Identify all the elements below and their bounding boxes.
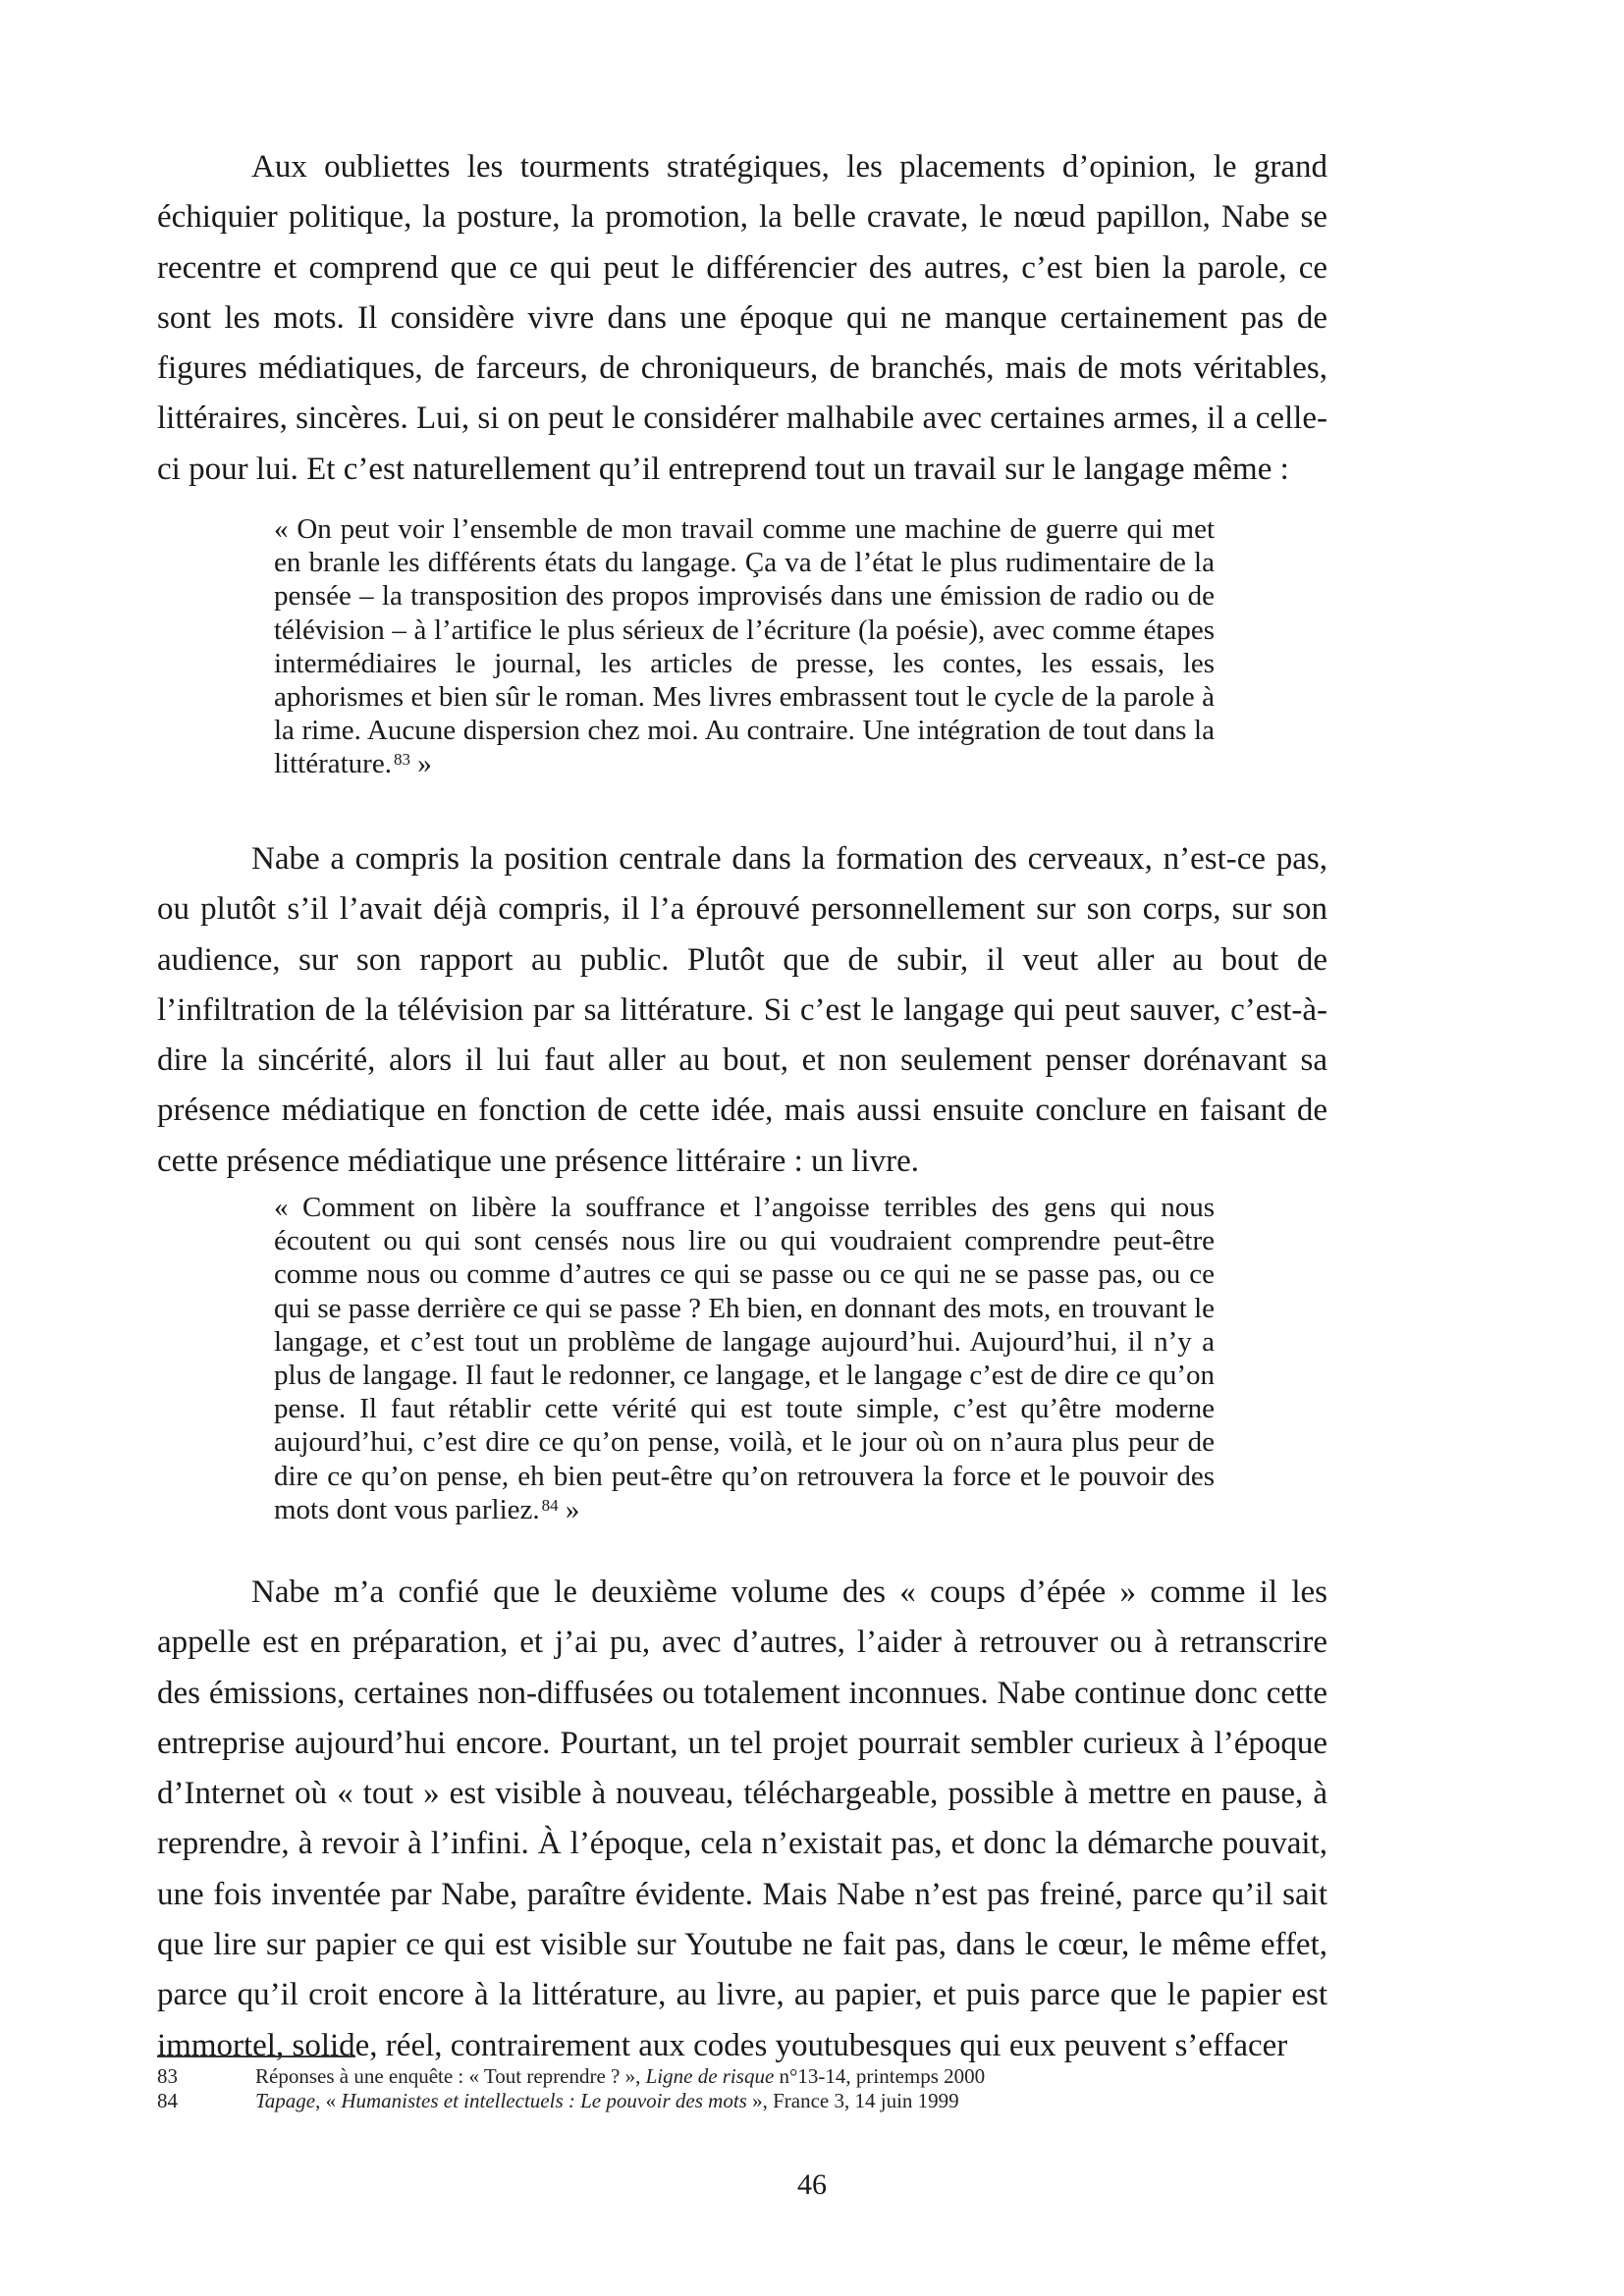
footnote-number: 83	[157, 2064, 178, 2088]
footnote-number: 84	[157, 2089, 178, 2112]
footnote-ref-84[interactable]: 84	[541, 1495, 559, 1515]
footnote-text-suffix: n°13-14, printemps 2000	[774, 2064, 986, 2088]
body-paragraph-2: Nabe a compris la position centrale dans la formation des cerveaux, n’est-ce pas, ou plutôt s’il l’avait déjà compris, il l’a éprouvé personnellement sur son corps, sur son audience, sur son rapport au public. Plutôt que de subir, il veut aller au bout de l’infiltration de la télévision par sa littérature. Si c’est le langage qui peut sauver, c’est-à-dire la sincérité, alors il lui faut aller au bout, et non seulement penser dorénavant sa présence médiatique en fonction de cette idée, mais aussi ensuite conclure en faisant de cette présence médiatique une présence littéraire : un livre.	[157, 841, 1327, 1179]
footnote-italic-show: Tapage	[255, 2089, 316, 2112]
footnote-italic-title: Ligne de risque	[645, 2064, 775, 2088]
footnote-text-suffix: », France 3, 14 juin 1999	[746, 2089, 959, 2112]
footnote-separator	[157, 2056, 355, 2057]
block-quote-1-closing: »	[409, 748, 432, 780]
footnote-italic-title: Humanistes et intellectuels : Le pouvoir des mots	[341, 2089, 747, 2112]
page-number: 46	[797, 2168, 827, 2201]
footnote-ref-83[interactable]: 83	[393, 750, 410, 770]
block-quote-2-closing: »	[558, 1493, 580, 1525]
block-quote-1-text: « On peut voir l’ensemble de mon travail comme une machine de guerre qui met en branle les différents états du langage. Ça va de l’état le plus rudimentaire de la pensée – la transposition des propos improvisés dans une émission de radio ou de télévision – à l’artifice le plus sérieux de l’écriture (la poésie), avec comme étapes intermédiaires le journal, les articles de presse, les contes, les essais, les aphorismes et bien sûr le roman. Mes livres embrassent tout le cycle de la parole à la rime. Aucune dispersion chez moi. Au contraire. Une intégration de tout dans la littérature.	[274, 513, 1215, 780]
footnote-text: , «	[315, 2089, 342, 2112]
footnote-83	[157, 2064, 1327, 2089]
block-quote-1	[274, 512, 1215, 781]
block-quote-2-text: « Comment on libère la souffrance et l’angoisse terribles des gens qui nous écoutent ou qui sont censés nous lire ou qui voudraient comprendre peut-être comme nous ou comme d’autres ce qui se passe ou ce qui ne se passe pas, ou ce qui se passe derrière ce qui se passe ? Eh bien, en donnant des mots, en trouvant le langage, et c’est tout un problème de langage aujourd’hui. Aujourd’hui, il n’y a plus de langage. Il faut le redonner, ce langage, et le langage c’est de dire ce qu’on pense. Il faut rétablir cette vérité qui est toute simple, c’est qu’être moderne aujourd’hui, c’est dire ce qu’on pense, voilà, et le jour où on n’aura plus peur de dire ce qu’on pense, eh bien peut-être qu’on retrouvera la force et le pouvoir des mots dont vous parliez.	[274, 1192, 1215, 1525]
body-paragraph-3: Nabe m’a confié que le deuxième volume des « coups d’épée » comme il les appelle est en préparation, et j’ai pu, avec d’autres, l’aider à retrouver ou à retranscrire des émissions, certaines non-diffusées ou totalement inconnues. Nabe continue donc cette entreprise aujourd’hui encore. Pourtant, un tel projet pourrait sembler curieux à l’époque d’Internet où « tout » est visible à nouveau, téléchargeable, possible à mettre en pause, à reprendre, à revoir à l’infini. À l’époque, cela n’existait pas, et donc la démarche pouvait, une fois inventée par Nabe, paraître évidente. Mais Nabe n’est pas freiné, parce qu’il sait que lire sur papier ce qui est visible sur Youtube ne fait pas, dans le cœur, le même effet, parce qu’il croit encore à la littérature, au livre, au papier, et puis parce que le papier est immortel, solide, réel, contrairement aux codes youtubesques qui eux peuvent s’effacer	[157, 1575, 1327, 2063]
body-paragraph-1: Aux oubliettes les tourments stratégiques, les placements d’opinion, le grand échiquier politique, la posture, la promotion, la belle cravate, le nœud papillon, Nabe se recentre et comprend que ce qui peut le différencier des autres, c’est bien la parole, ce sont les mots. Il considère vivre dans une époque qui ne manque certainement pas de figures médiatiques, de farceurs, de chroniqueurs, de branchés, mais de mots véritables, littéraires, sincères. Lui, si on peut le considérer malhabile avec certaines armes, il a celle-ci pour lui. Et c’est naturellement qu’il entreprend tout un travail sur le langage même :	[157, 149, 1327, 487]
footnote-84	[157, 2089, 1327, 2113]
block-quote-2	[274, 1191, 1215, 1526]
footnote-text: Réponses à une enquête : « Tout reprendre ? »,	[255, 2064, 646, 2088]
